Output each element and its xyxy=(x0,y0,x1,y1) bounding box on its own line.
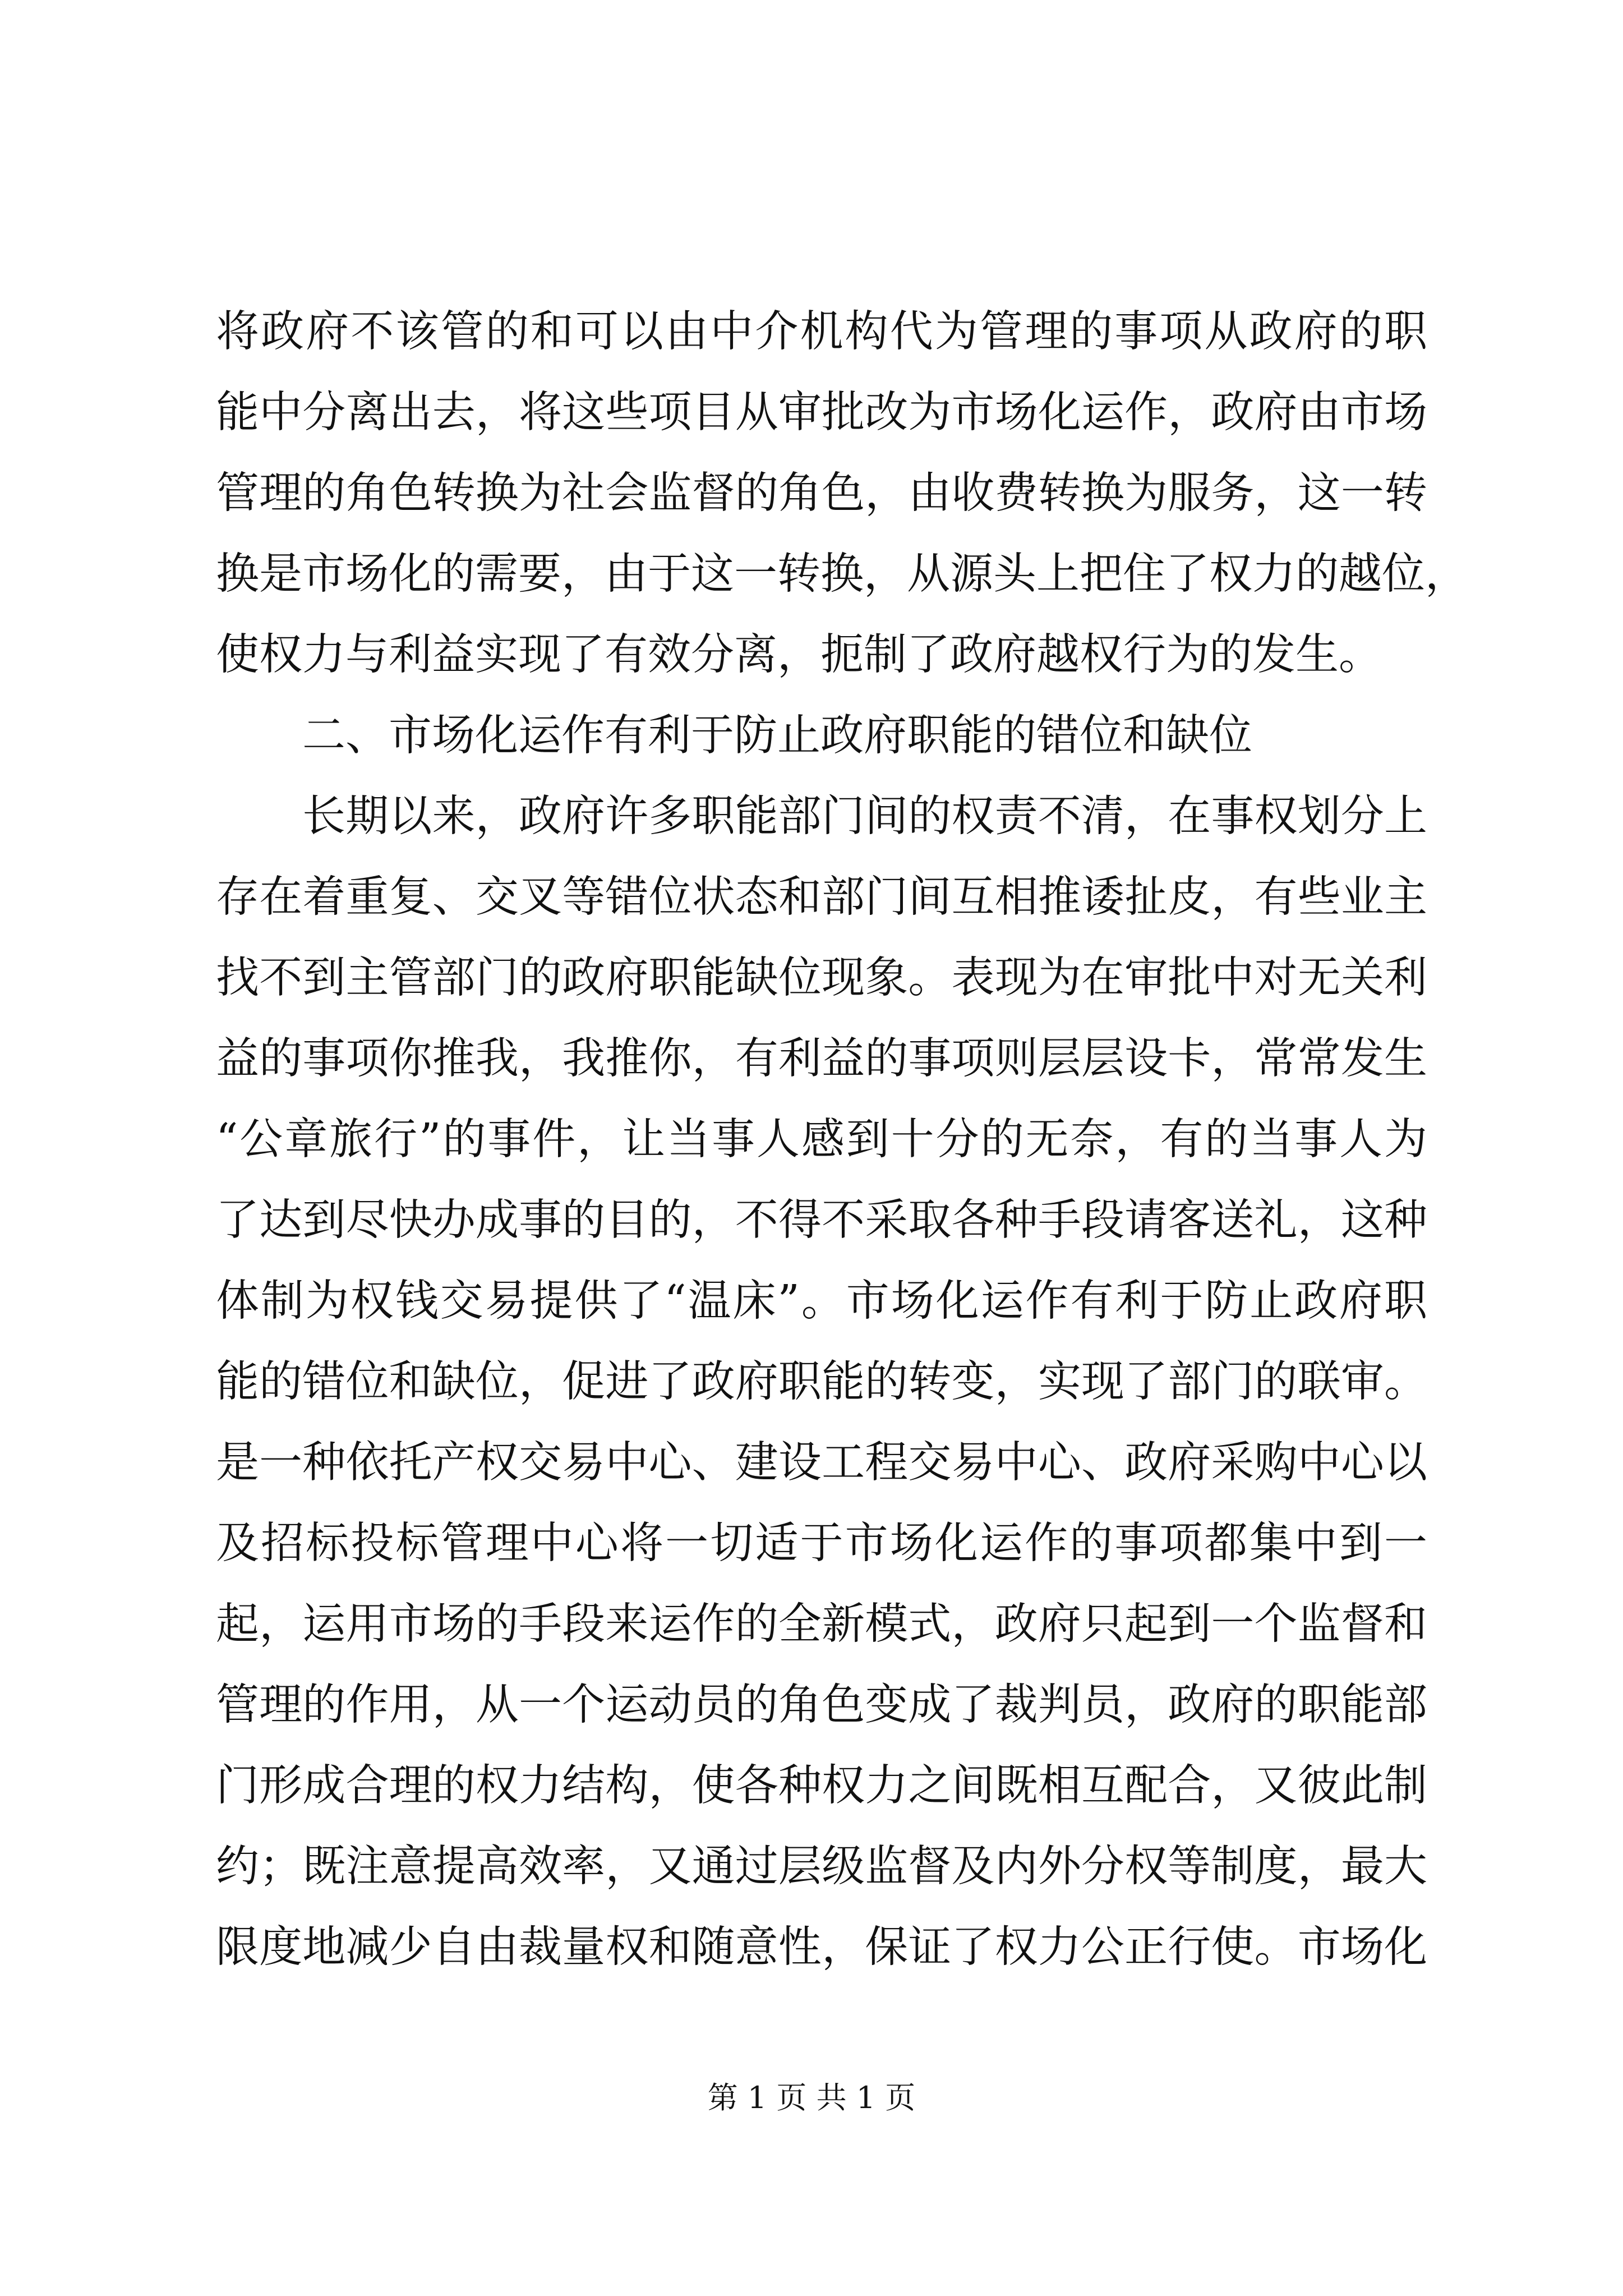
paragraph-line: 是一种依托产权交易中心、建设工程交易中心、政府采购中心以 xyxy=(216,1438,1427,1488)
paragraph-line: 体制为权钱交易提供了“温床”。市场化运作有利于防止政府职 xyxy=(216,1276,1427,1326)
paragraph-line: 及招标投标管理中心将一切适于市场化运作的事项都集中到一 xyxy=(216,1519,1427,1568)
paragraph-line: 找不到主管部门的政府职能缺位现象。表现为在审批中对无关利 xyxy=(216,953,1427,1003)
section-heading: 二、市场化运作有利于防止政府职能的错位和缺位 xyxy=(302,711,1252,761)
paragraph-line: 起，运用市场的手段来运作的全新模式，政府只起到一个监督和 xyxy=(216,1599,1427,1649)
paragraph-line: 了达到尽快办成事的目的，不得不采取各种手段请客送礼，这种 xyxy=(216,1195,1427,1245)
paragraph-line: 将政府不该管的和可以由中介机构代为管理的事项从政府的职 xyxy=(216,307,1427,357)
document-body xyxy=(216,292,1468,1988)
page-number: 第 1 页 共 1 页 xyxy=(707,2080,916,2115)
paragraph-line: 能中分离出去，将这些项目从审批改为市场化运作，政府由市场 xyxy=(216,388,1427,438)
paragraph-line: 使权力与利益实现了有效分离，扼制了政府越权行为的发生。 xyxy=(216,630,1382,680)
paragraph-line: “公章旅行”的事件，让当事人感到十分的无奈，有的当事人为 xyxy=(216,1115,1427,1165)
paragraph-line: 管理的角色转换为社会监督的角色，由收费转换为服务，这一转 xyxy=(216,468,1427,518)
paragraph-line: 约；既注意提高效率，又通过层级监督及内外分权等制度，最大 xyxy=(216,1842,1427,1892)
paragraph-line: 益的事项你推我，我推你，有利益的事项则层层设卡，常常发生 xyxy=(216,1034,1427,1084)
paragraph-line: 门形成合理的权力结构，使各种权力之间既相互配合，又彼此制 xyxy=(216,1761,1427,1811)
paragraph-line: 存在着重复、交叉等错位状态和部门间互相推诿扯皮，有些业主 xyxy=(216,872,1427,922)
paragraph-line: 能的错位和缺位，促进了政府职能的转变，实现了部门的联审。 xyxy=(216,1357,1427,1407)
paragraph-line: 管理的作用，从一个运动员的角色变成了裁判员，政府的职能部 xyxy=(216,1680,1427,1730)
paragraph-line: 限度地减少自由裁量权和随意性，保证了权力公正行使。市场化 xyxy=(216,1922,1427,1972)
paragraph-line: 换是市场化的需要，由于这一转换，从源头上把住了权力的越位， xyxy=(216,549,1468,599)
paragraph-line: 长期以来，政府许多职能部门间的权责不清，在事权划分上 xyxy=(302,792,1427,841)
page-footer xyxy=(0,2076,1623,2120)
